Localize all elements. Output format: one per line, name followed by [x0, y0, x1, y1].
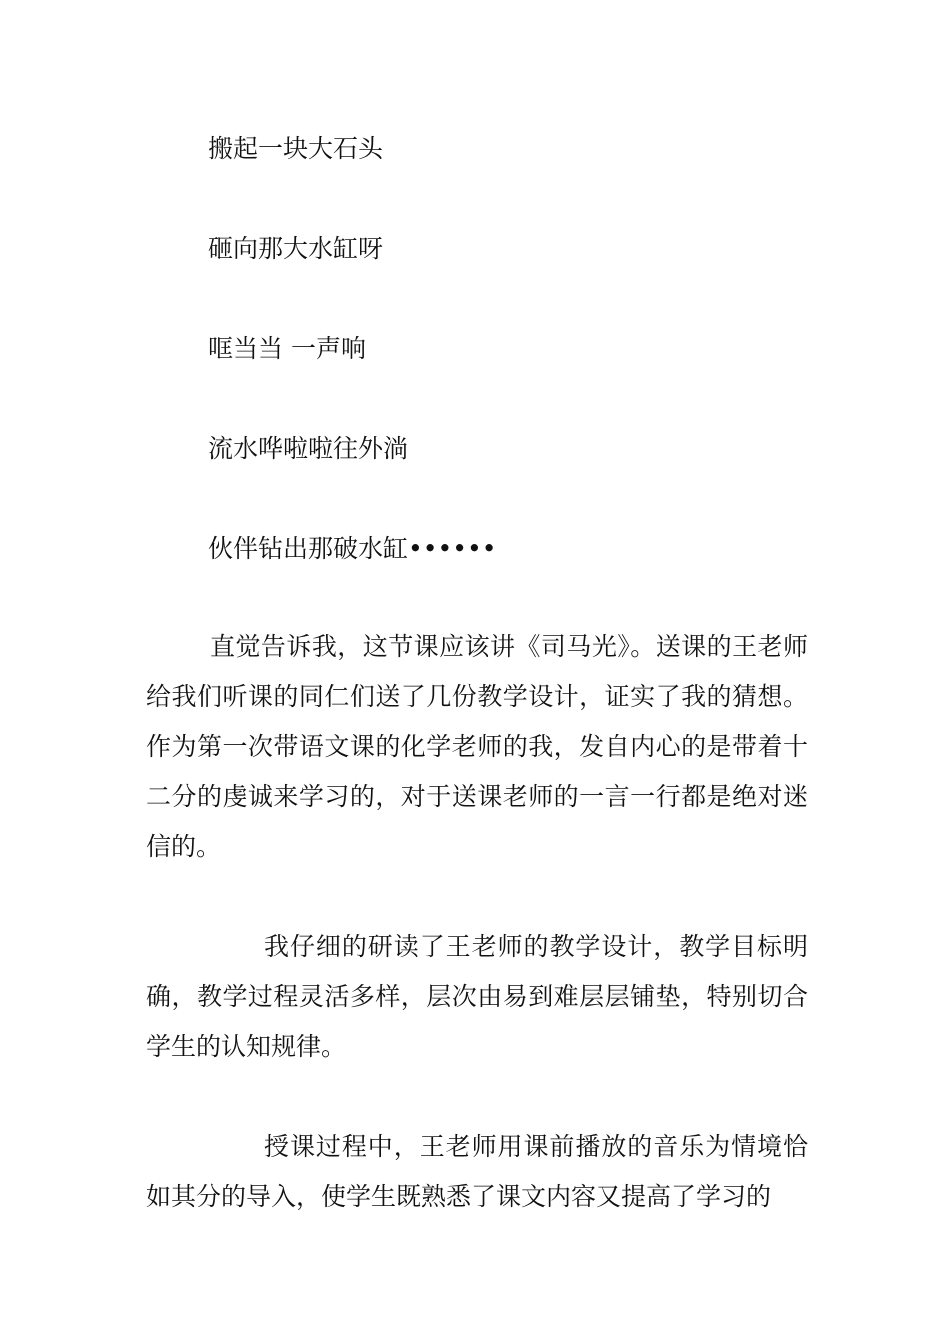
poem-line-1: 搬起一块大石头 — [208, 134, 384, 163]
poem-line-4: 流水哗啦啦往外淌 — [208, 434, 409, 463]
paragraph-2: 我仔细的研读了王老师的教学设计，教学目标明确，教学过程灵活多样，层次由易到难层层铺垫，特别切合学生的认知规律。 — [146, 932, 808, 1061]
poem-line-5: 伙伴钻出那破水缸•••••• — [208, 534, 497, 563]
paragraph-1: 直觉告诉我，这节课应该讲《司马光》。送课的王老师给我们听课的同仁们送了几份教学设计，证实了我的猜想。作为第一次带语文课的化学老师的我，发自内心的是带着十二分的虔诚来学习的，对于送课老师的一言一行都是绝对迷信的。 — [146, 632, 808, 861]
poem-line-2: 砸向那大水缸呀 — [208, 234, 384, 263]
poem-line-3: 哐当当 一声响 — [208, 334, 366, 363]
paragraph-3: 授课过程中，王老师用课前播放的音乐为情境恰如其分的导入，使学生既熟悉了课文内容又提高了学习的 — [146, 1132, 808, 1211]
